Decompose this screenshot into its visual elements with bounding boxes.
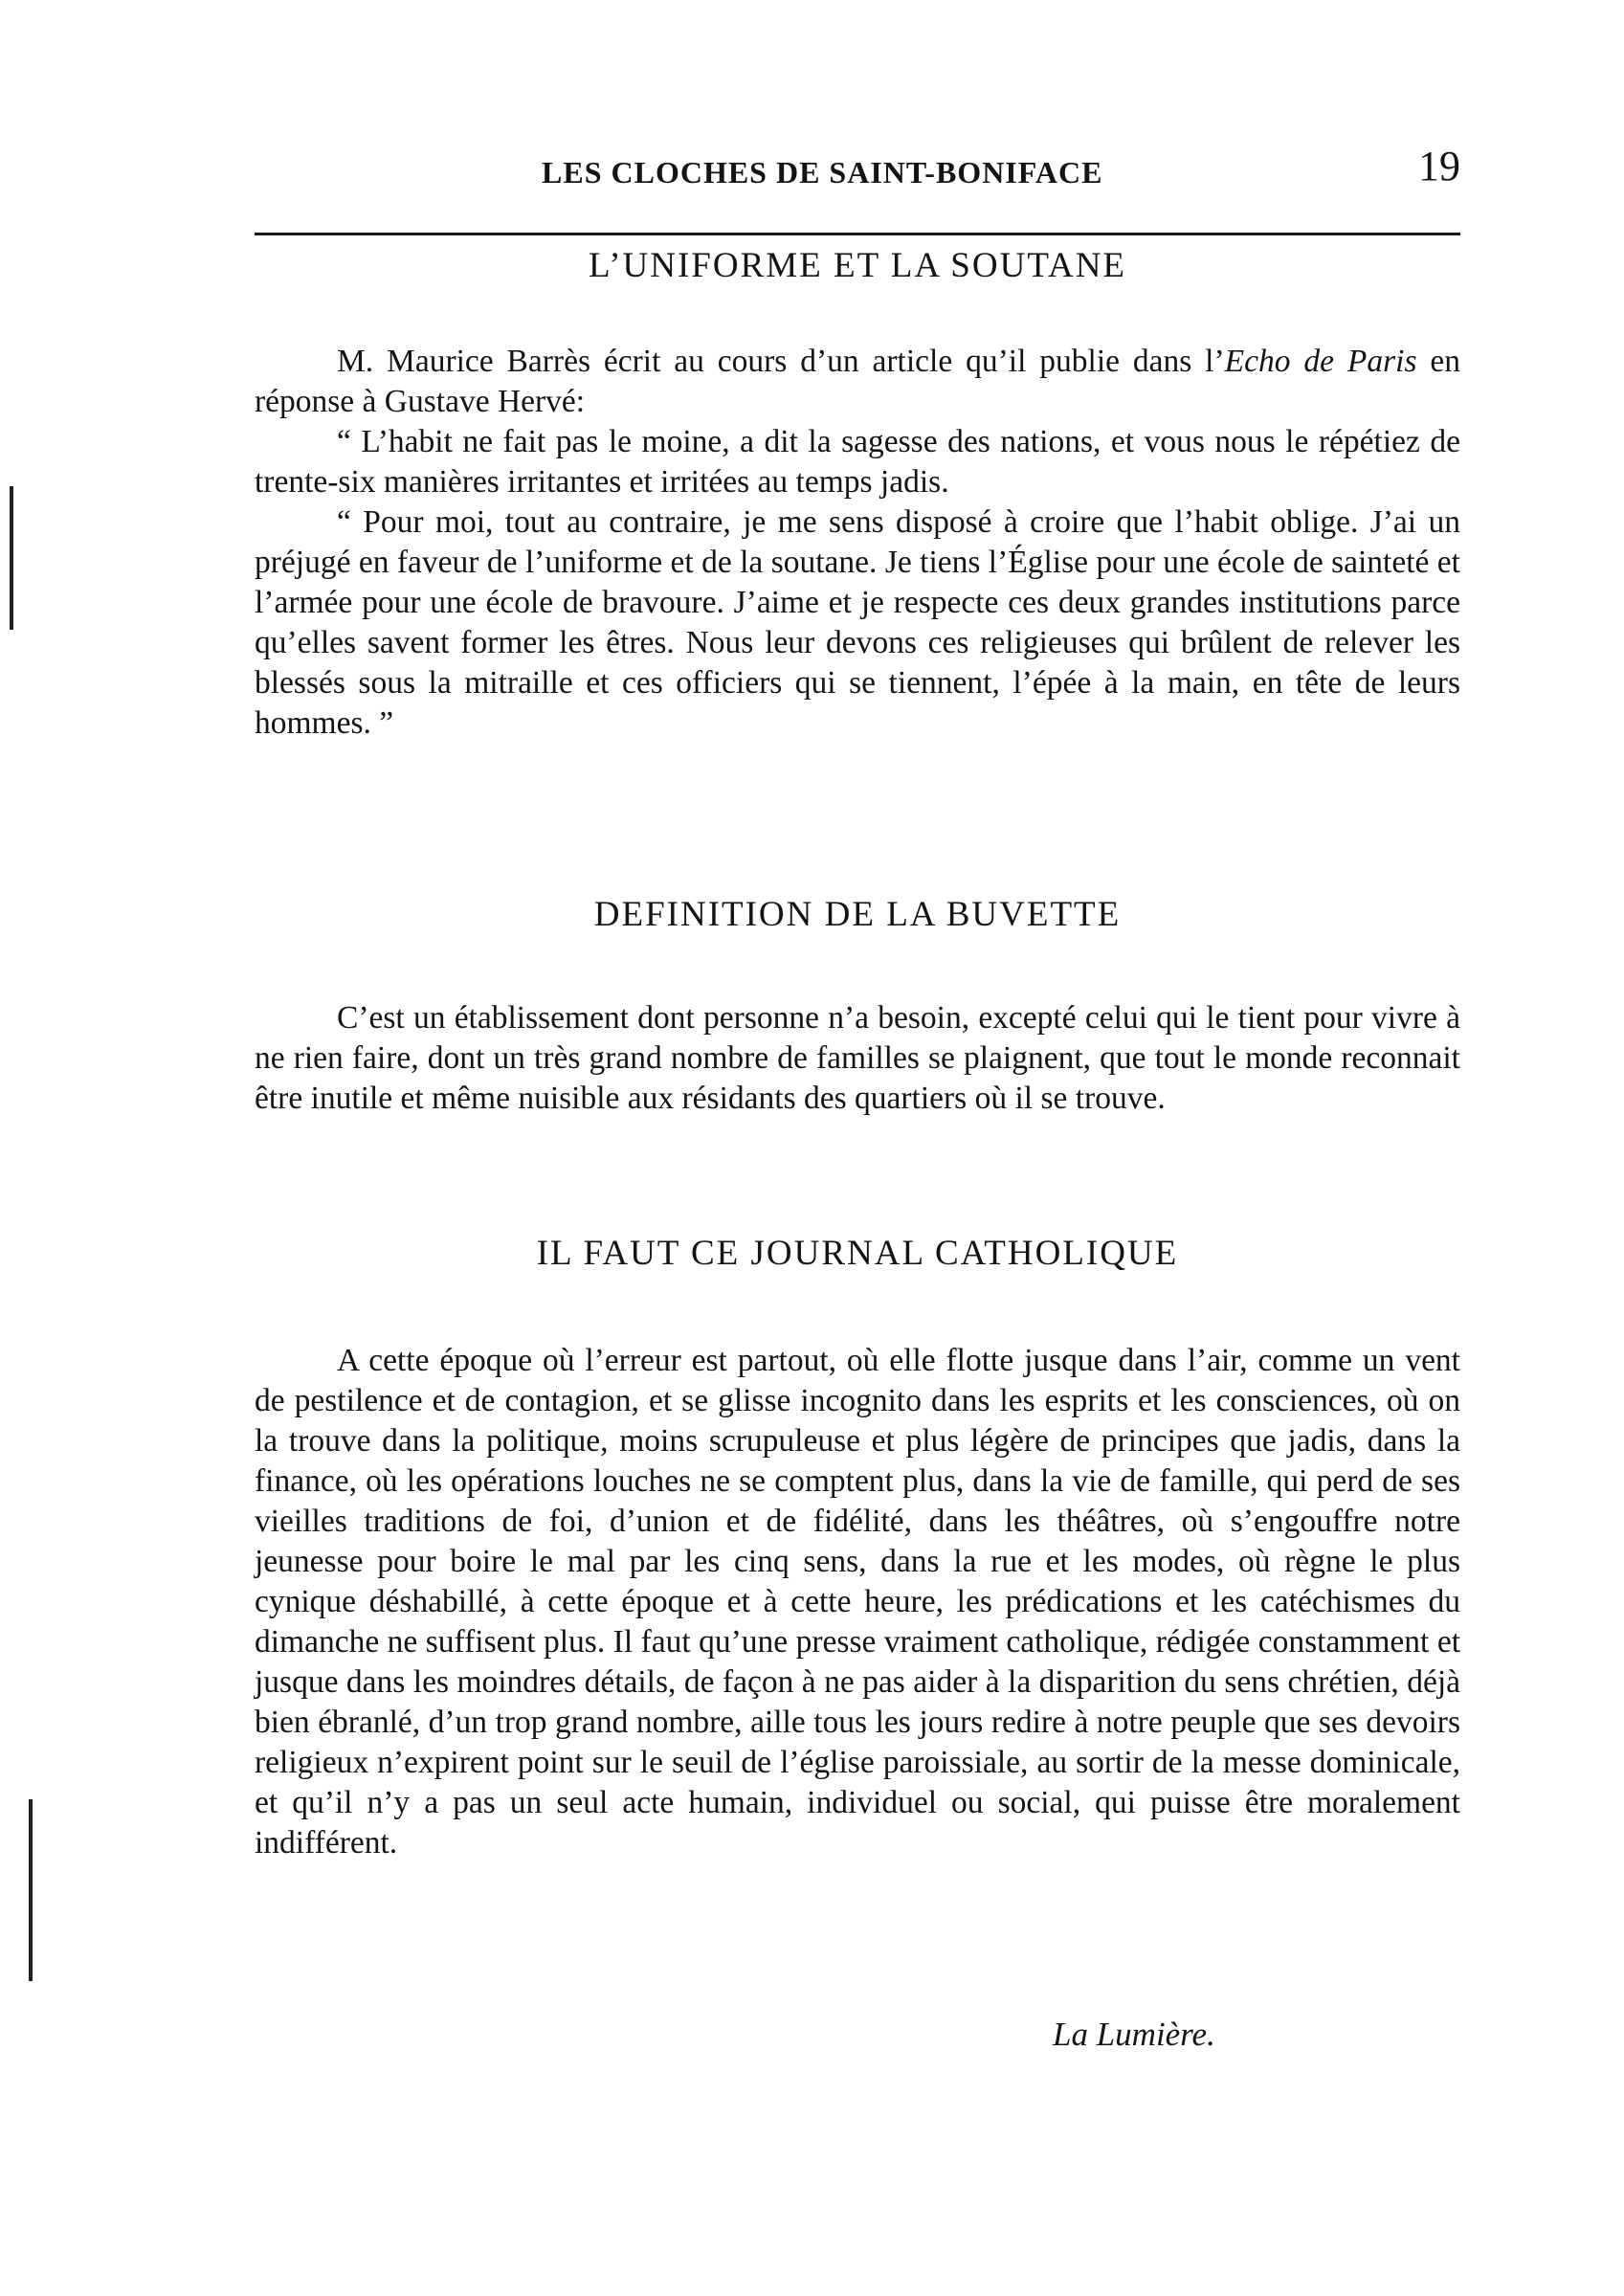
section-journal-catholique [255, 1233, 1460, 1863]
running-head [255, 142, 1460, 189]
section-buvette [255, 894, 1460, 1119]
publication-name: Echo de Paris [1224, 344, 1417, 379]
margin-mark [10, 486, 13, 630]
paragraph: “ L’habit ne fait pas le moine, a dit la sagesse des nations, et vous nous le répétiez de trente-six manières irritantes et irritées au temps jadis. [255, 424, 1460, 500]
margin-mark [29, 1799, 33, 1981]
paragraph-text: en réponse à Gustave Hervé: [255, 344, 1460, 419]
paragraph: A cette époque où l’erreur est partout, où elle flotte jusque dans l’air, comme un vent de pestilence et de contagion, et se glisse incognito dans les esprits et les consciences, où on la trouve dans la politique, moins scrupuleuse et plus légère de principes que jadis, dans la finance, où les opérations louches ne se comptent plus, dans la vie de famille, qui perd de ses vieilles traditions de foi, d’union et de fidélité, dans les théâtres, où s’engouffre notre jeunesse pour boire le mal par les cinq sens, dans la rue et les modes, où règne le plus cynique déshabillé, à cette époque et à cette heure, les prédications et les catéchismes du dimanche ne suffisent plus. Il faut qu’une presse vraiment catholique, rédigée constamment et jusque dans les moindres détails, de façon à ne pas aider à la disparition du sens chrétien, déjà bien ébranlé, d’un trop grand nombre, aille tous les jours redire à notre peuple que ses devoirs religieux n’expirent point sur le seuil de l’église paroissiale, au sortir de la messe dominicale, et qu’il n’y a pas un seul acte humain, individuel ou social, qui puisse être moralement indifférent. [255, 1343, 1460, 1861]
section-title: DEFINITION DE LA BUVETTE [593, 895, 1122, 934]
paragraph: “ Pour moi, tout au contraire, je me sens disposé à croire que l’habit oblige. J’ai un préjugé en faveur de l’uniforme et de la soutane. Je tiens l’Église pour une école de sainteté et l’armée pour une école de bravoure. J’aime et je respecte ces deux grandes institutions parce qu’elles savent former les êtres. Nous leur devons ces religieuses qui brûlent de relever les blessés sous la mitraille et ces officiers qui se tiennent, l’épée à la main, en tête de leurs hommes. ” [255, 504, 1460, 741]
header-rule [255, 233, 1460, 235]
running-title: LES CLOCHES DE SAINT-BONIFACE [542, 155, 1103, 189]
paragraph [255, 342, 1460, 422]
paragraph: C’est un établissement dont personne n’a besoin, excepté celui qui le tient pour vivre à ne rien faire, dont un très grand nombre de familles se plaignent, que tout le monde reconnait être inutile et même nuisible aux résidants des quartiers où il se trouve. [255, 1000, 1460, 1116]
signature: La Lumière. [1053, 2016, 1215, 2053]
page-number: 19 [1418, 143, 1460, 189]
section-uniforme [255, 245, 1460, 744]
paragraph-text: M. Maurice Barrès écrit au cours d’un article qu’il publie dans l’ [337, 344, 1225, 379]
section-title: L’UNIFORME ET LA SOUTANE [588, 246, 1127, 285]
section-title: IL FAUT CE JOURNAL CATHOLIQUE [536, 1234, 1179, 1273]
